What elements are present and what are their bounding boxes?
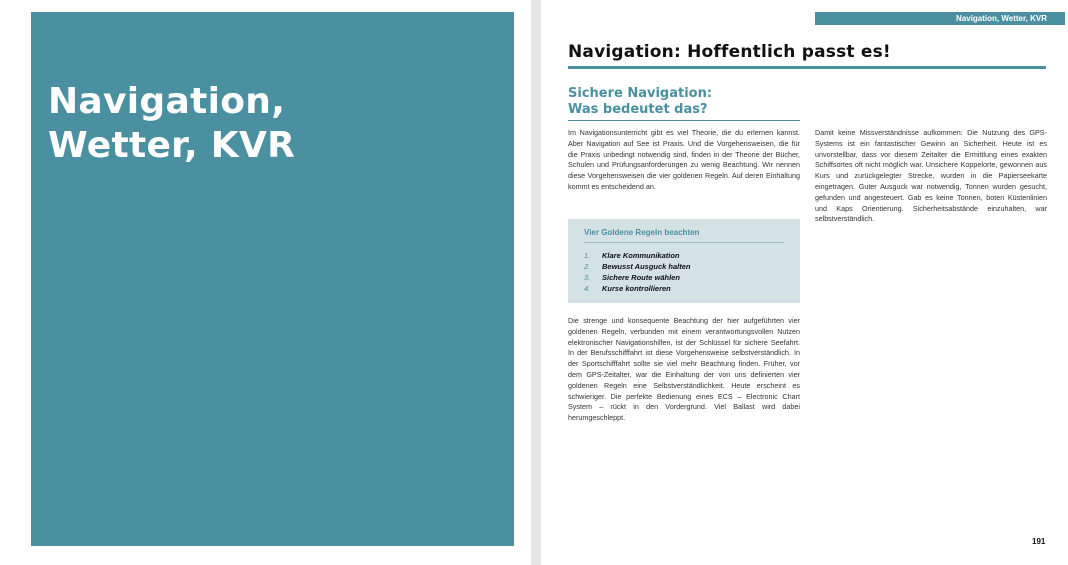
cover-title — [48, 80, 295, 168]
title-divider — [568, 66, 1046, 69]
list-item-number: 3. — [584, 273, 591, 282]
cover-title-line-1: Navigation, — [48, 81, 286, 122]
right-page — [541, 0, 1068, 565]
list-item-number: 4. — [584, 284, 591, 293]
page-number: 191 — [1032, 537, 1046, 546]
list-item — [584, 261, 691, 272]
section-divider — [568, 120, 800, 121]
body-paragraph-1: Im Navigationsunterricht gibt es viel Theorie, die du erlernen kannst. Aber Navigation auf See ist Praxis. Und die Vorgehensweisen, die für die Praxis unbedingt notwendig sind, finden in der Theorie der Bücher, Schulen und Prüfungsanforderungen zu wenig Beachtung. Wir nennen diese Vorgehensweisen die vier goldenen Regeln. Auf deren Einhaltung kommt es entscheidend an. — [568, 128, 800, 191]
chapter-title: Navigation: Hoffentlich passt es! — [568, 42, 891, 62]
cover-title-line-2: Wetter, KVR — [48, 125, 296, 166]
golden-rules-title: Vier Goldene Regeln beachten — [584, 228, 700, 237]
list-item — [584, 283, 691, 294]
running-head-text: Navigation, Wetter, KVR — [956, 14, 1047, 23]
body-paragraph-2: Die strenge und konsequente Beachtung der hier aufgeführten vier goldenen Regeln, verbunden mit einem verantwortungsvollen Nutzen elektronischer Navigationshilfen, ist der Schlüssel für sichere Seefahrt. In der Berufsschifffahrt ist diese Vorgehensweise selbstverständlich. In der Sportschifffahrt sollte sie viel mehr Beachtung finden. Früher, vor dem GPS-Zeitalter, war die Einhaltung der von uns definierten vier goldenen Regeln eine Selbstverständlichkeit. Heute erscheint es schwieriger. Die perfekte Bedienung eines ECS – Electronic Chart System – rückt in den Vordergrund. Viel Ballast wird dabei herumgeschleppt. — [568, 316, 800, 423]
running-head-bar — [815, 12, 1065, 25]
list-item-number: 1. — [584, 251, 591, 260]
list-item-number: 2. — [584, 262, 591, 271]
section-heading-line-2: Was bedeutet das? — [568, 102, 708, 117]
body-paragraph-3: Damit keine Missverständnisse aufkommen: Die Nutzung des GPS-Systems ist ein fantastischer Gewinn an Sicherheit. Heute ist es unvorstellbar, dass vor diesem Zeitalter die Ermittlung eines exakten Schiffsortes oft nicht möglich war. Unsichere Koppelorte, gewonnen aus Kurs und zurückgelegter Strecke, wurden in die Papierseekarte eingetragen. Guter Ausguck war notwendig, Tonnen wurden gesucht, gefunden und angesteuert. Gab es keine Tonnen, boten Küstenlinien und Kaps Orientierung. Sicherheitsabstände einzuhalten, war selbstverständlich. — [815, 128, 1047, 224]
list-item — [584, 250, 691, 261]
list-item-text: Sichere Route wählen — [602, 273, 680, 282]
section-heading-line-1: Sichere Navigation: — [568, 86, 713, 101]
list-item-text: Kurse kontrollieren — [602, 284, 671, 293]
left-page — [0, 0, 531, 565]
list-item — [584, 272, 691, 283]
golden-rules-box — [568, 219, 800, 303]
golden-rules-list — [584, 250, 691, 294]
section-heading — [568, 86, 793, 118]
golden-rules-divider — [584, 242, 784, 243]
list-item-text: Klare Kommunikation — [602, 251, 680, 260]
list-item-text: Bewusst Ausguck halten — [602, 262, 691, 271]
chapter-cover-panel — [31, 12, 514, 546]
